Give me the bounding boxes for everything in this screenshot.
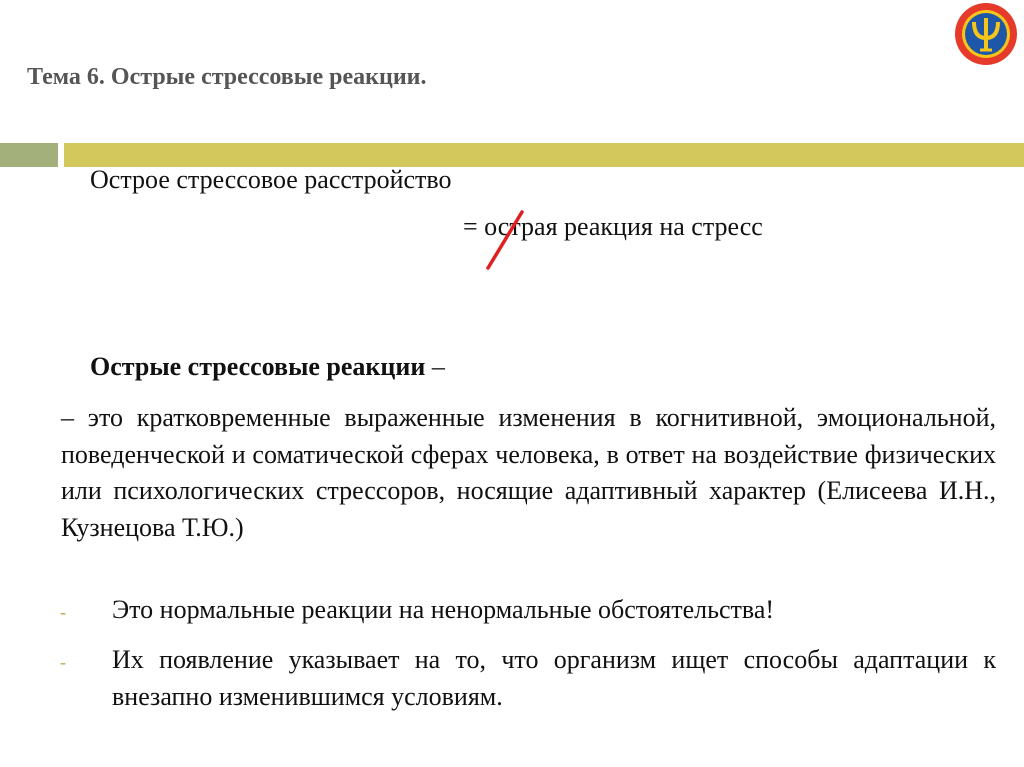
bullet-text: Их появление указывает на то, что организм ищет способы адаптации к внезапно изменившимся условиям. (112, 645, 996, 711)
bullet-text: Это нормальные реакции на ненормальные обстоятельства! (112, 595, 775, 624)
not-equal-line: = острая реакция на стресс (463, 212, 763, 241)
bullet-marker: - (60, 652, 66, 672)
definition-heading (90, 352, 445, 382)
slide-title: Тема 6. Острые стрессовые реакции. (27, 64, 427, 90)
definition-text: – это кратковременные выраженные изменения в когнитивной, эмоциональной, поведенческой и соматической сферах человека, в ответ на воздействие физических или психологических стрессоров, носящие адаптивный характер (Елисеева И.Н., Кузнецова Т.Ю.) (61, 403, 996, 542)
strike-through-mark (482, 208, 526, 272)
accent-bar-right (64, 143, 1024, 167)
definition-heading-dash: – (425, 352, 445, 381)
term-line: Острое стрессовое расстройство (90, 165, 452, 194)
accent-bar-left (0, 143, 58, 167)
bullet-marker: - (60, 602, 66, 622)
psi-emblem-icon (954, 2, 1018, 66)
definition-heading-term: Острые стрессовые реакции (90, 352, 426, 381)
